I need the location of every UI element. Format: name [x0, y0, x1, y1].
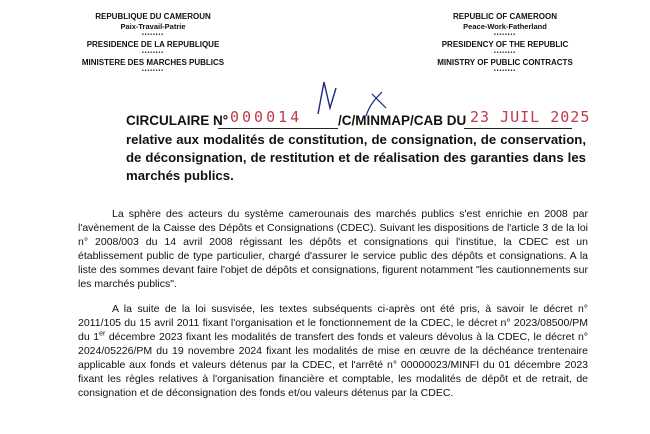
circular-reference: /C/MINMAP/CAB DU — [338, 113, 467, 128]
separator: •••••••• — [493, 32, 516, 38]
date-underline — [464, 128, 572, 129]
presidency-en: PRESIDENCY OF THE REPUBLIC — [441, 40, 569, 49]
body-paragraph-2 — [78, 302, 588, 400]
circular-label: CIRCULAIRE N° — [126, 113, 229, 128]
circular-date-stamp: 23 JUIL 2025 — [470, 108, 591, 126]
separator: •••••••• — [141, 68, 164, 74]
paragraph-2-text-b: décembre 2023 fixant les modalités de transfert des fonds et valeurs dévolus à la CDEC, le décret n° 2024/05226/PM du 19 novembre 2024 fixant les modalités de mise en œuvre de la déchéance trentenaire applicable aux fonds et valeurs détenus par la CDEC, et l'arrêté n° 00000023/MINFI du 01 décembre 2023 fixant les règles relatives à l'organisation financière et comptable, les modalités de dépôt et de retrait, de consignation et de déconsignation des fonds et/ou valeurs détenus par la CDEC. — [78, 331, 589, 399]
header-right — [390, 12, 620, 75]
ministry-fr: MINISTERE DES MARCHES PUBLICS — [81, 58, 225, 67]
circular-subject: relative aux modalités de constitution, de consignation, de conservation, de déconsignation, de restitution et de réalisation des garanties dans les marchés publics. — [126, 132, 586, 183]
separator: •••••••• — [141, 50, 164, 56]
presidency-fr: PRESIDENCE DE LA REPUBLIQUE — [86, 40, 220, 49]
separator: •••••••• — [141, 32, 164, 38]
country-name-fr: REPUBLIQUE DU CAMEROUN — [95, 12, 211, 21]
paragraph-1-text: La sphère des acteurs du système camerounais des marchés publics s'est enrichie en 2008 par l'avènement de la Caisse des Dépôts et Consignations (CDEC). Suivant les dispositions de l'article 3 de la loi n° 2008/003 du 14 avril 2008 régissant les dépôts et consignations qui l'institue, la CDEC est un établissement public de type particulier, chargé d'assurer le service public des dépôts et consignations. A la liste des sommes devant faire l'objet de dépôts et consignations, figurent notamment "les cautionnements sur les marchés publics". — [78, 208, 588, 290]
country-name-en: REPUBLIC OF CAMEROON — [453, 12, 557, 21]
body-paragraph-1 — [78, 207, 588, 291]
motto-en: Peace-Work-Fatherland — [463, 22, 547, 31]
ministry-en: MINISTRY OF PUBLIC CONTRACTS — [437, 58, 573, 67]
circular-number-stamp: 000014 — [230, 108, 303, 126]
separator: •••••••• — [493, 68, 516, 74]
number-underline — [218, 128, 338, 129]
circular-reference-line — [126, 108, 596, 130]
motto-fr: Paix-Travail-Patrie — [120, 22, 186, 31]
header-left — [38, 12, 268, 75]
separator: •••••••• — [493, 50, 516, 56]
paragraph-2-text-a: A la suite de la loi susvisée, les textes subséquents ci-après ont été pris, à savoir le décret n° 2011/105 du 15 avril 2011 fixant l'organisation et le fonctionnement de la CDEC, le décret n° 2023/08500/PM du 1 — [78, 303, 588, 343]
superscript-er: er — [99, 330, 106, 338]
